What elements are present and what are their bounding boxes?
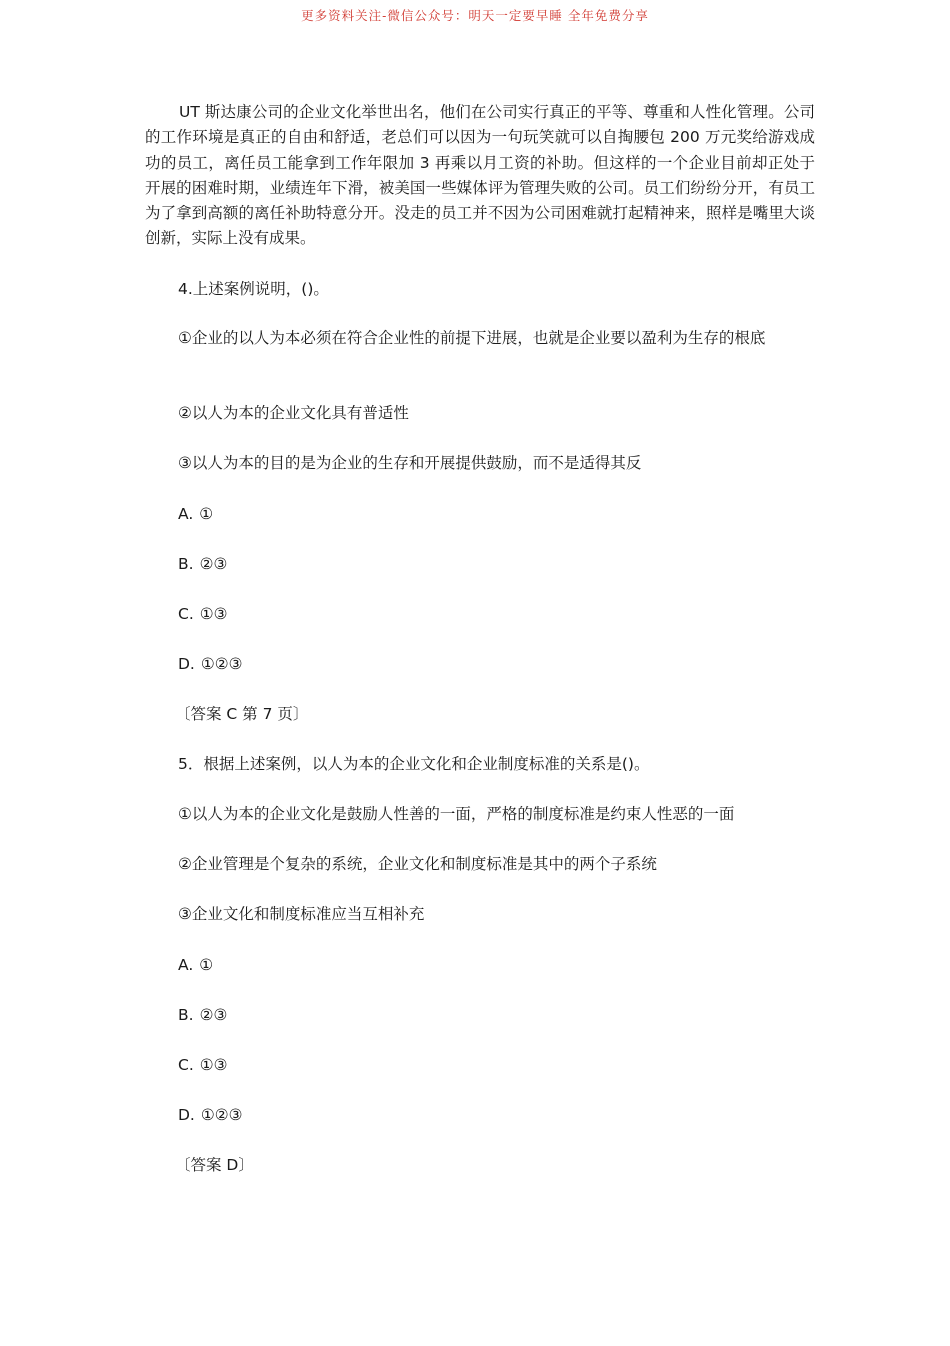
option-letter: D.	[178, 1106, 195, 1124]
option-letter: C.	[178, 1056, 194, 1074]
option-text: ①	[199, 505, 214, 523]
question-4-option-c	[178, 602, 228, 626]
option-letter: A.	[178, 505, 194, 523]
option-text: ②③	[199, 1006, 228, 1024]
question-4-statement-2: ②以人为本的企业文化具有普适性	[178, 404, 409, 422]
document-page	[145, 100, 815, 1174]
question-4-option-a	[178, 502, 213, 526]
case-paragraph: UT 斯达康公司的企业文化举世出名，他们在公司实行真正的平等、尊重和人性化管理。公司的工作环境是真正的自由和舒适，老总们可以因为一句玩笑就可以自掏腰包 200 万元奖给游戏成功的员工，离任员工能拿到工作年限加 3 再乘以月工资的补助。但这样的一个企业目前却正处于开展的困难时期，业绩连年下滑，被美国一些媒体评为管理失败的公司。员工们纷纷分开，有员工为了拿到高额的离任补助特意分开。没走的员工并不因为公司困难就打起精神来，照样是嘴里大谈创新，实际上没有成果。	[145, 103, 815, 248]
question-4-option-d	[178, 652, 243, 676]
question-5-stem: 5．根据上述案例，以人为本的企业文化和企业制度标准的关系是()。	[178, 755, 650, 773]
question-5-statement-2: ②企业管理是个复杂的系统，企业文化和制度标准是其中的两个子系统	[178, 855, 657, 873]
question-5-answer: 〔答案 D〕	[175, 1156, 254, 1174]
question-4-stem: 4.上述案例说明，()。	[178, 280, 329, 298]
question-5-option-b	[178, 1003, 227, 1027]
question-5-option-d	[178, 1103, 243, 1127]
option-text: ①②③	[200, 655, 243, 673]
option-letter: C.	[178, 605, 194, 623]
question-5-option-a	[178, 953, 213, 977]
option-letter: B.	[178, 1006, 194, 1024]
question-4-statement-3: ③以人为本的目的是为企业的生存和开展提供鼓励，而不是适得其反	[178, 454, 642, 472]
question-4-answer: 〔答案 C 第 7 页〕	[175, 705, 309, 723]
question-4-statement-1: ①企业的以人为本必须在符合企业性的前提下进展，也就是企业要以盈利为生存的根底	[178, 329, 766, 347]
option-text: ①	[199, 956, 214, 974]
option-letter: B.	[178, 555, 194, 573]
question-4-option-b	[178, 552, 227, 576]
option-text: ①③	[199, 1056, 228, 1074]
option-text: ①②③	[200, 1106, 243, 1124]
option-text: ②③	[199, 555, 228, 573]
option-letter: A.	[178, 956, 194, 974]
header-banner: 更多资料关注-微信公众号：明天一定要早睡 全年免费分享	[301, 8, 649, 23]
question-5-statement-1: ①以人为本的企业文化是鼓励人性善的一面，严格的制度标准是约束人性恶的一面	[178, 805, 735, 823]
option-text: ①③	[199, 605, 228, 623]
question-5-statement-3: ③企业文化和制度标准应当互相补充	[178, 905, 425, 923]
question-5-option-c	[178, 1053, 228, 1077]
option-letter: D.	[178, 655, 195, 673]
